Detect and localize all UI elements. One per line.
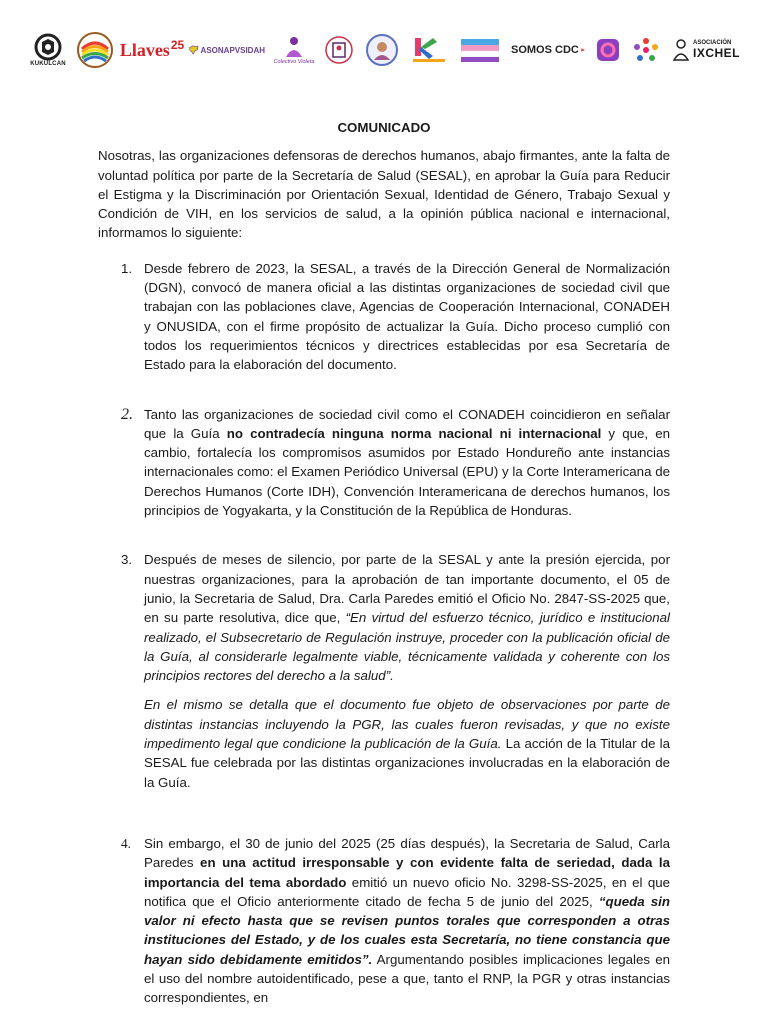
- italic-text: En el mismo se detalla que el documento fue objeto de observaciones por parte de distintas instancias incluyendo la PGR, las cuales fueron revisadas, y que no existe impedimento legal que condicione la publicación de la Guía.: [144, 697, 670, 752]
- emphasis-text: en una actitud irresponsable y con evidente falta de seriedad, dada la importancia del tema abordado: [144, 855, 670, 890]
- somos-cdc-logo: SOMOS CDC: [511, 28, 585, 72]
- framed-logo: [323, 28, 355, 72]
- face-circle-logo: [364, 28, 400, 72]
- logo-strip: [30, 26, 742, 74]
- colorful-k-icon: [411, 35, 447, 65]
- list-item-subparagraph: En el mismo se detalla que el documento fue objeto de observaciones por parte de distintas instancias incluyendo la PGR, las cuales fueron revisadas, y que no existe impedimento legal que condicione la publicación de la Guía. La acción de la Titular de la SESAL fue celebrada por las distintas organizaciones involucradas en la elaboración de la Guía.: [144, 697, 671, 790]
- face-portrait-icon: [365, 33, 399, 67]
- list-item: [98, 834, 670, 1008]
- list-item-text: Sin embargo, el 30 de junio del 2025 (25 días después), la Secretaria de Salud, Carla Paredes en una actitud irresponsable y con evidente falta de seriedad, dada la importancia del tema abordado emitió un nuevo oficio No. 3298-SS-2025, en el que notifica que el Oficio anteriormente citado de fecha 5 de junio del 2025, “queda sin valor ni efecto hasta que se revisen puntos torales que corresponden a otras instituciones del Estado, y de los cuales esta Secretaría, no tiene constancia que hayan sido debidamente emitidos”. Argumentando posibles implicaciones legales en el uso del nombre autoidentificado, pese a que, tanto el RNP, la PGR y otras instancias correspondientes, en: [144, 835, 671, 1006]
- ixchel-logo: ASOCIACIÓN IXCHEL: [670, 28, 742, 72]
- kukulcan-logo: KUKULCAN: [30, 28, 66, 72]
- llaves-logo: Llaves 25: [119, 38, 185, 60]
- triangle-arrow-icon: [581, 43, 585, 57]
- list-item-text: Tanto las organizaciones de sociedad civil como el CONADEH coincidieron en señalar que la Guía no contradecía ninguna norma nacional ni internacional y que, en cambio, fortalecía los compromisos asumidos por Estado Hondureño ante instancias internacionales como: el Examen Periódico Universal (EPU) y la Corte Interamericana de Derechos Humanos (Corte IDH), Convención Interamericana de derechos humanos, los principios de Yogyakarta, y la Constitución de la República de Honduras.: [144, 406, 671, 519]
- ring-logo: [594, 28, 622, 72]
- colectivo-unidad-color-rosa-logo: [409, 28, 449, 72]
- emphasis-text: no contradecía ninguna norma nacional ni internacional: [226, 425, 602, 441]
- arcoiris-circle-logo: [75, 28, 115, 72]
- quote-text: “queda sin valor ni efecto hasta que se revisen puntos torales que corresponden a otras instituciones del Estado, y de los cuales esta Secretaría, no tiene constancia que hayan sido debidamente emitidos”.: [144, 893, 670, 967]
- people-circle-icon: [632, 36, 660, 64]
- list-number: 2.: [121, 405, 133, 423]
- list-item-text: Después de meses de silencio, por parte de la SESAL y ante la presión ejercida, por nuestras organizaciones, para la aprobación de tan importante documento, el 05 de junio, la Secretaria de Salud, Dra. Carla Paredes emitió el Oficio No. 2847-SS-2025 que, en su parte resolutiva, dice que, “En virtud del esfuerzo técnico, jurídico e institucional realizado, el Subsecretario de Regulación instruye, proceder con la publicación oficial de la Guía, al considerarle legalmente viable, técnicamente validada y coherente con los principios rectores del derecho a la salud”.: [144, 552, 671, 684]
- numbered-list: [98, 259, 670, 1008]
- list-number: 3.: [121, 552, 133, 568]
- banner-icon: [459, 35, 501, 65]
- quote-text: “En virtud del esfuerzo técnico, jurídico e institucional realizado, el Subsecretario de Regulación instruye, proceder con la publicación oficial de la Guía, al considerarle legalmente viable, técnicamente validada y coherente con los principios rectores del derecho a la salud”.: [144, 610, 671, 684]
- list-item-text: Desde febrero de 2023, la SESAL, a través de la Dirección General de Normalización (DGN), convocó de manera oficial a las distintas organizaciones de sociedad civil que trabajan con las poblaciones clave, Agencias de Cooperación Internacional, CONADEH y ONUSIDA, con el firme propósito de actualizar la Guía. Dicho proceso cumplió con todos los requerimientos técnicos y directrices establecidas por esa Secretaría de Estado para la elaboración del documento.: [144, 260, 670, 373]
- colorful-banner-logo: [458, 28, 502, 72]
- kukulcan-emblem-icon: [34, 33, 62, 61]
- framed-emblem-icon: [324, 35, 354, 65]
- list-item: [98, 259, 670, 375]
- ixchel-figure-icon: [672, 38, 690, 62]
- rainbow-circle-icon: [76, 31, 114, 69]
- violet-figure-icon: [283, 35, 305, 59]
- pink-ring-icon: [595, 37, 621, 63]
- honduras-map-icon: [189, 39, 199, 61]
- list-number: 1.: [121, 260, 133, 276]
- asonapvsidah-logo: ASONAPVSIDAH: [189, 28, 265, 72]
- intro-paragraph: Nosotras, las organizaciones defensoras de derechos humanos, abajo firmantes, ante la falta de voluntad política por parte de la Secretaría de Salud (SESAL), en aprobar la Guía para Reducir el Estigma y la Discriminación por Orientación Sexual, Identidad de Género, Trabajo Sexual y Condición de VIH, en los servicios de salud, a la opinión pública nacional e internacional, informamos lo siguiente:: [98, 148, 670, 241]
- list-number: 4.: [121, 835, 131, 851]
- people-circle-logo: [631, 28, 661, 72]
- page-title: COMUNICADO: [337, 120, 431, 135]
- list-item: [98, 405, 670, 521]
- list-item: [98, 550, 670, 792]
- colectivo-violeta-logo: Colectivo Violeta: [274, 28, 314, 72]
- document-body: [98, 118, 670, 1008]
